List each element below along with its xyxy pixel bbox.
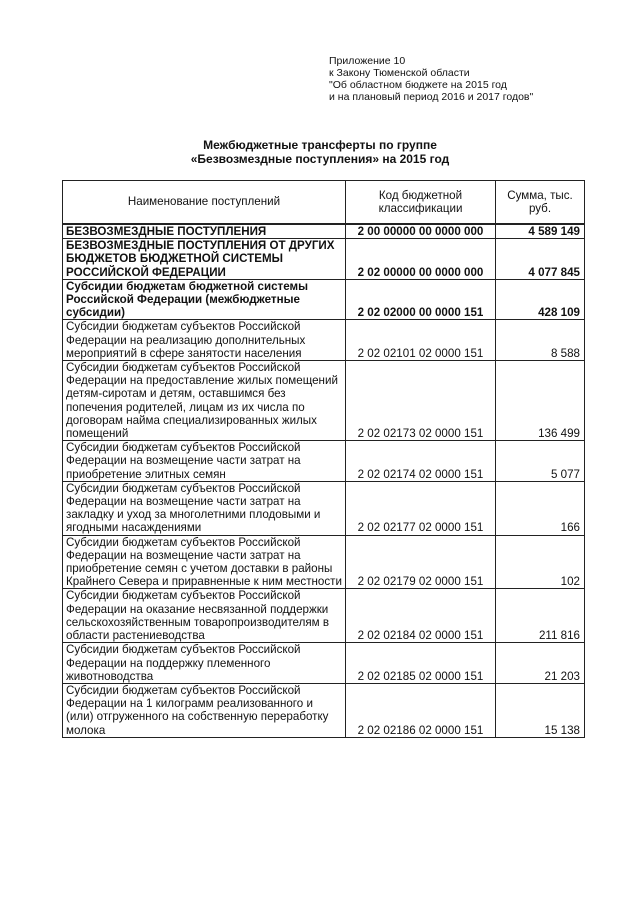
row-code: 2 00 00000 00 0000 000	[346, 224, 496, 239]
table-row	[63, 643, 585, 684]
table-row	[63, 589, 585, 643]
row-name: Субсидии бюджетам субъектов Российской Федерации на оказание несвязанной поддержки сельскохозяйственным товаропроизводителям в области растениеводства	[63, 589, 346, 643]
table-row	[63, 683, 585, 737]
appendix-line-2: к Закону Тюменской области	[329, 67, 470, 79]
row-code: 2 02 02179 02 0000 151	[346, 535, 496, 589]
header-code: Код бюджетной классификации	[346, 181, 496, 225]
row-amount: 136 499	[496, 361, 585, 441]
row-amount: 15 138	[496, 683, 585, 737]
appendix-line-4: и на плановый период 2016 и 2017 годов"	[329, 91, 534, 103]
row-name: Субсидии бюджетам субъектов Российской Федерации на возмещение части затрат на приобретение семян с учетом доставки в районы Крайнего Севера и приравненные к ним местности	[63, 535, 346, 589]
row-code: 2 02 02000 00 0000 151	[346, 279, 496, 320]
appendix-line-3: "Об областном бюджете на 2015 год	[329, 79, 507, 91]
row-name: Субсидии бюджетам субъектов Российской Федерации на возмещение части затрат на закладку и уход за многолетними плодовыми и ягодными насаждениями	[63, 481, 346, 535]
table-row	[63, 535, 585, 589]
title-line-1: Межбюджетные трансферты по группе	[203, 138, 437, 152]
row-code: 2 02 02186 02 0000 151	[346, 683, 496, 737]
row-code: 2 02 02185 02 0000 151	[346, 643, 496, 684]
row-code: 2 02 02174 02 0000 151	[346, 441, 496, 482]
row-code: 2 02 02177 02 0000 151	[346, 481, 496, 535]
table-row	[63, 441, 585, 482]
table-row	[63, 279, 585, 320]
row-amount: 4 077 845	[496, 239, 585, 280]
row-name: Субсидии бюджетам бюджетной системы Российской Федерации (межбюджетные субсидии)	[63, 279, 346, 320]
document-title	[0, 138, 640, 166]
header-name: Наименование поступлений	[63, 181, 346, 225]
table-row	[63, 361, 585, 441]
row-name: Субсидии бюджетам субъектов Российской Федерации на поддержку племенного животноводства	[63, 643, 346, 684]
row-name: БЕЗВОЗМЕЗДНЫЕ ПОСТУПЛЕНИЯ	[63, 224, 346, 239]
row-name: Субсидии бюджетам субъектов Российской Федерации на возмещение части затрат на приобретение элитных семян	[63, 441, 346, 482]
appendix-line-1: Приложение 10	[329, 55, 406, 67]
row-amount: 166	[496, 481, 585, 535]
table-row	[63, 239, 585, 280]
row-code: 2 02 02184 02 0000 151	[346, 589, 496, 643]
row-name: Субсидии бюджетам субъектов Российской Федерации на реализацию дополнительных мероприятий в сфере занятости населения	[63, 320, 346, 361]
header-amount: Сумма, тыс. руб.	[496, 181, 585, 225]
row-amount: 21 203	[496, 643, 585, 684]
row-code: 2 02 02101 02 0000 151	[346, 320, 496, 361]
table-row	[63, 320, 585, 361]
row-name: Субсидии бюджетам субъектов Российской Федерации на предоставление жилых помещений детям-сиротам и детям, оставшимся без попечения родителей, лицам из их числа по договорам найма специализированных жилых помещений	[63, 361, 346, 441]
row-name: БЕЗВОЗМЕЗДНЫЕ ПОСТУПЛЕНИЯ ОТ ДРУГИХ БЮДЖЕТОВ БЮДЖЕТНОЙ СИСТЕМЫ РОССИЙСКОЙ ФЕДЕРАЦИИ	[63, 239, 346, 280]
row-amount: 8 588	[496, 320, 585, 361]
table-row	[63, 481, 585, 535]
row-amount: 5 077	[496, 441, 585, 482]
row-code: 2 02 00000 00 0000 000	[346, 239, 496, 280]
row-code: 2 02 02173 02 0000 151	[346, 361, 496, 441]
row-amount: 428 109	[496, 279, 585, 320]
row-name: Субсидии бюджетам субъектов Российской Федерации на 1 килограмм реализованного и (или) отгруженного на собственную переработку молока	[63, 683, 346, 737]
appendix-note	[329, 55, 533, 103]
transfers-table	[62, 180, 585, 738]
table-row	[63, 224, 585, 239]
table-header-row	[63, 181, 585, 225]
row-amount: 102	[496, 535, 585, 589]
row-amount: 211 816	[496, 589, 585, 643]
title-line-2: «Безвозмездные поступления» на 2015 год	[190, 152, 450, 166]
row-amount: 4 589 149	[496, 224, 585, 239]
